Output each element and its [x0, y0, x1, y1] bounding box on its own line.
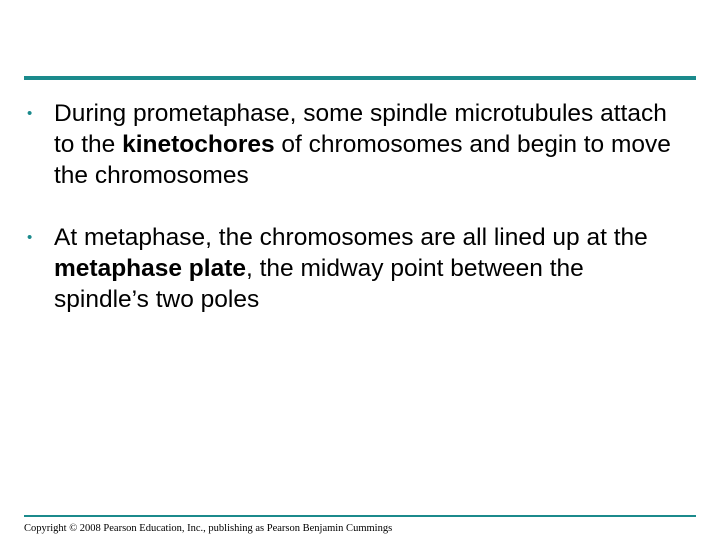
key-term-metaphase-plate: metaphase plate [54, 255, 246, 282]
bottom-divider [24, 515, 696, 517]
copyright-notice: Copyright © 2008 Pearson Education, Inc., publishing as Pearson Benjamin Cummings [24, 523, 393, 534]
bullet-text: of chromosomes and begin to move the chromosomes [54, 131, 671, 189]
bullet-dot-icon: • [27, 229, 33, 246]
bullet-text: , the midway point between the spindle’s two poles [54, 255, 584, 313]
top-divider [24, 76, 696, 80]
bullet-item-prometaphase [0, 98, 674, 191]
bullet-list [0, 98, 720, 315]
bullet-item-metaphase [0, 222, 674, 315]
bullet-text: During prometaphase, some spindle microtubules attach to the [54, 100, 667, 158]
bullet-text: At metaphase, the chromosomes are all lined up at the [54, 224, 648, 251]
key-term-kinetochores: kinetochores [122, 131, 275, 158]
bullet-dot-icon: • [27, 105, 33, 122]
